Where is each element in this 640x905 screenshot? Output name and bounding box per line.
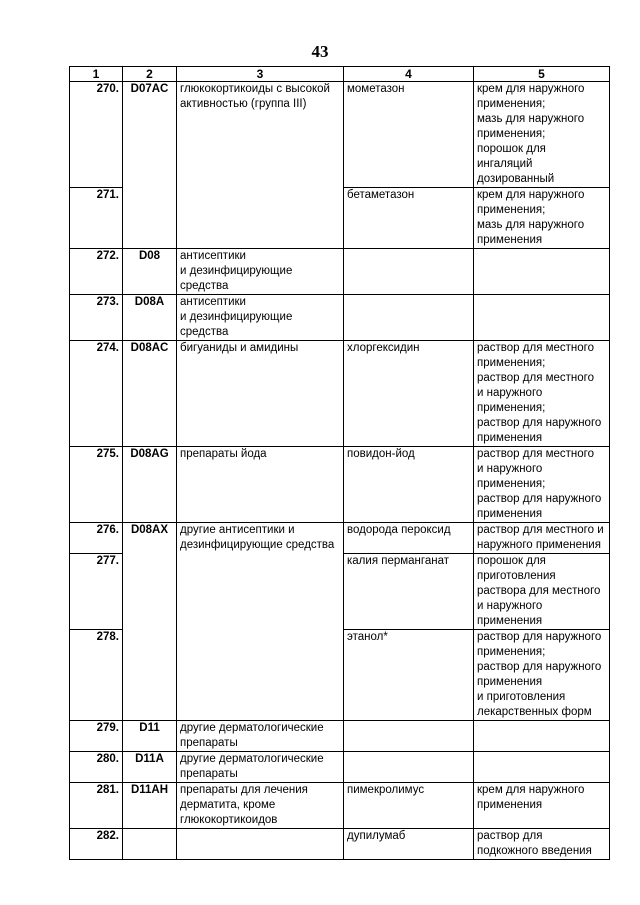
form-line: применения xyxy=(477,615,543,627)
atc-code: D08AG xyxy=(123,447,177,523)
dosage-form xyxy=(474,721,610,752)
group-name xyxy=(177,341,344,447)
form-line: применения; xyxy=(477,128,546,140)
group-name xyxy=(177,523,344,721)
drug-name xyxy=(344,752,474,783)
drug-table xyxy=(69,66,610,860)
form-line: применения xyxy=(477,432,543,444)
table-row xyxy=(70,829,610,860)
dosage-form xyxy=(474,523,610,554)
dosage-form xyxy=(474,554,610,630)
form-line: и приготовления xyxy=(477,691,566,703)
group-line: дезинфицирующие средства xyxy=(180,539,335,551)
group-line: другие дерматологические xyxy=(180,753,324,765)
form-line: применения; xyxy=(477,402,546,414)
group-line: активностью (группа III) xyxy=(180,98,307,110)
drug-name xyxy=(344,554,474,630)
form-line: применения xyxy=(477,234,543,246)
row-number: 280. xyxy=(70,752,123,783)
row-number: 271. xyxy=(70,188,123,249)
dosage-form xyxy=(474,82,610,188)
form-line: и наружного xyxy=(477,600,543,612)
group-name xyxy=(177,752,344,783)
group-name xyxy=(177,447,344,523)
table-row xyxy=(70,82,610,188)
form-line: крем для наружного xyxy=(477,83,585,95)
group-line: дерматита, кроме xyxy=(180,799,276,811)
table-row xyxy=(70,295,610,341)
dosage-form xyxy=(474,249,610,295)
row-number: 274. xyxy=(70,341,123,447)
form-line: раствор для наружного xyxy=(477,631,602,643)
row-number: 270. xyxy=(70,82,123,188)
group-line: препараты xyxy=(180,768,238,780)
page-number: 43 xyxy=(311,42,329,61)
form-line: применения; xyxy=(477,478,546,490)
table-row xyxy=(70,341,610,447)
form-line: раствор для местного xyxy=(477,342,595,354)
row-number: 278. xyxy=(70,630,123,721)
group-line: и дезинфицирующие xyxy=(180,265,293,277)
table-row xyxy=(70,249,610,295)
dosage-form xyxy=(474,630,610,721)
form-line: мазь для наружного xyxy=(477,219,585,231)
drug-name xyxy=(344,341,474,447)
form-line: крем для наружного xyxy=(477,784,585,796)
atc-code xyxy=(123,829,177,860)
group-line: средства xyxy=(180,280,229,292)
form-line: приготовления xyxy=(477,570,556,582)
header-col-3: 3 xyxy=(177,67,344,82)
group-line: антисептики xyxy=(180,296,246,308)
form-line: раствор для наружного xyxy=(477,417,602,429)
drug-name xyxy=(344,249,474,295)
form-line: применения xyxy=(477,676,543,688)
dosage-form xyxy=(474,447,610,523)
header-col-4: 4 xyxy=(344,67,474,82)
dosage-form xyxy=(474,829,610,860)
group-line: глюкокортикоиды с высокой xyxy=(180,83,330,95)
row-number: 281. xyxy=(70,783,123,829)
form-line: применения xyxy=(477,508,543,520)
form-line: раствора для местного xyxy=(477,585,601,597)
drug-line: дупилумаб xyxy=(347,830,406,842)
drug-line: бетаметазон xyxy=(347,189,415,201)
group-line: другие антисептики и xyxy=(180,524,295,536)
drug-line: этанол* xyxy=(347,631,388,643)
form-line: раствор для xyxy=(477,830,543,842)
form-line: крем для наружного xyxy=(477,189,585,201)
form-line: раствор для наружного xyxy=(477,493,602,505)
header-col-1: 1 xyxy=(70,67,123,82)
form-line: наружного применения xyxy=(477,539,601,551)
drug-line: калия перманганат xyxy=(347,555,450,567)
drug-name xyxy=(344,82,474,188)
form-line: и наружного xyxy=(477,463,543,475)
group-name xyxy=(177,295,344,341)
drug-name xyxy=(344,188,474,249)
atc-code: D11A xyxy=(123,752,177,783)
row-number: 279. xyxy=(70,721,123,752)
form-line: применения; xyxy=(477,646,546,658)
drug-line: повидон-йод xyxy=(347,448,415,460)
row-number: 277. xyxy=(70,554,123,630)
drug-name xyxy=(344,829,474,860)
row-number: 273. xyxy=(70,295,123,341)
atc-code: D11 xyxy=(123,721,177,752)
dosage-form xyxy=(474,295,610,341)
group-name xyxy=(177,249,344,295)
group-name xyxy=(177,783,344,829)
form-line: применения; xyxy=(477,204,546,216)
form-line: раствор для местного и xyxy=(477,524,604,536)
form-line: и наружного xyxy=(477,387,543,399)
drug-name xyxy=(344,523,474,554)
drug-line: хлоргексидин xyxy=(347,342,420,354)
group-name xyxy=(177,721,344,752)
header-col-2: 2 xyxy=(123,67,177,82)
row-number: 272. xyxy=(70,249,123,295)
group-line: бигуаниды и амидины xyxy=(180,342,299,354)
drug-line: мометазон xyxy=(347,83,405,95)
table-row xyxy=(70,447,610,523)
drug-line: пимекролимус xyxy=(347,784,425,796)
form-line: раствор для местного xyxy=(477,448,595,460)
group-line: препараты xyxy=(180,737,238,749)
form-line: применения xyxy=(477,799,543,811)
form-line: лекарственных форм xyxy=(477,706,592,718)
group-line: средства xyxy=(180,326,229,338)
drug-name xyxy=(344,447,474,523)
row-number: 282. xyxy=(70,829,123,860)
atc-code: D08AC xyxy=(123,341,177,447)
form-line: применения; xyxy=(477,357,546,369)
row-number: 276. xyxy=(70,523,123,554)
table-row xyxy=(70,523,610,554)
group-line: и дезинфицирующие xyxy=(180,311,293,323)
form-line: раствор для наружного xyxy=(477,661,602,673)
group-line: препараты йода xyxy=(180,448,267,460)
form-line: ингаляций xyxy=(477,158,533,170)
table-row xyxy=(70,721,610,752)
form-line: подкожного введения xyxy=(477,845,592,857)
group-line: препараты для лечения xyxy=(180,784,308,796)
drug-name xyxy=(344,721,474,752)
group-line: другие дерматологические xyxy=(180,722,324,734)
atc-code: D08AX xyxy=(123,523,177,721)
form-line: порошок для xyxy=(477,555,546,567)
group-line: глюкокортикоидов xyxy=(180,814,278,826)
form-line: применения; xyxy=(477,98,546,110)
group-line: антисептики xyxy=(180,250,246,262)
atc-code: D11AH xyxy=(123,783,177,829)
drug-name xyxy=(344,295,474,341)
atc-code: D08 xyxy=(123,249,177,295)
form-line: раствор для местного xyxy=(477,372,595,384)
header-row xyxy=(70,67,610,82)
dosage-form xyxy=(474,188,610,249)
drug-name xyxy=(344,783,474,829)
form-line: порошок для xyxy=(477,143,546,155)
dosage-form xyxy=(474,341,610,447)
atc-code: D07AC xyxy=(123,82,177,249)
form-line: дозированный xyxy=(477,173,555,185)
table-row xyxy=(70,783,610,829)
header-col-5: 5 xyxy=(474,67,610,82)
drug-line: водорода пероксид xyxy=(347,524,451,536)
group-name xyxy=(177,829,344,860)
atc-code: D08A xyxy=(123,295,177,341)
dosage-form xyxy=(474,752,610,783)
table-row xyxy=(70,752,610,783)
drug-name xyxy=(344,630,474,721)
group-name xyxy=(177,82,344,249)
form-line: мазь для наружного xyxy=(477,113,585,125)
dosage-form xyxy=(474,783,610,829)
row-number: 275. xyxy=(70,447,123,523)
